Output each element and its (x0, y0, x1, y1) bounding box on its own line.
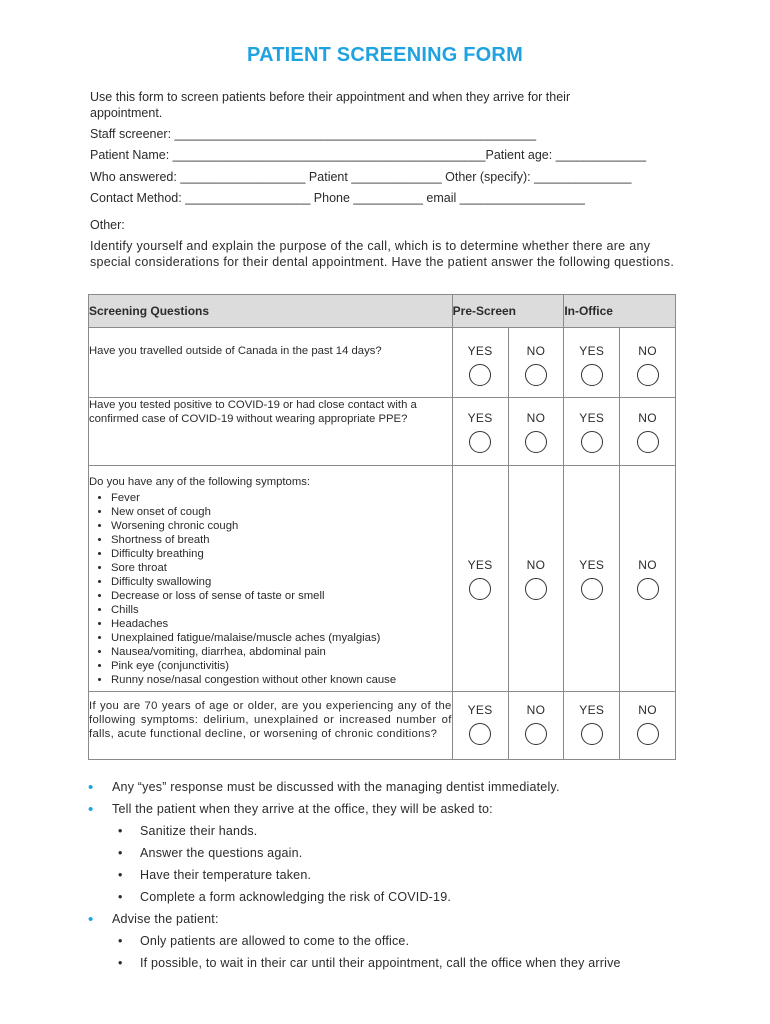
sub-item-text: Have their temperature taken. (140, 868, 312, 882)
pre-no-label: NO (526, 411, 546, 425)
office-no-label: NO (638, 557, 657, 572)
header-pre-screen: Pre-Screen (452, 295, 564, 328)
office-no-radio[interactable] (637, 431, 659, 453)
office-no-label: NO (638, 703, 657, 717)
patient-name-field[interactable]: Patient Name: _____________________________________________Patient age: _____________ (90, 148, 647, 162)
pre-no-label: NO (526, 703, 546, 717)
sub-item: • Have their temperature taken. (118, 868, 312, 882)
note-item (88, 802, 688, 817)
pre-no-label: NO (526, 344, 546, 358)
question-covid-contact: Have you tested positive to COVID-19 or had close contact with a confirmed case of COVID-19 without wearing appropriate PPE? (89, 398, 453, 466)
sub-item-text: Answer the questions again. (140, 846, 303, 860)
office-yes-label: YES (579, 703, 605, 717)
office-yes-label: YES (579, 344, 605, 358)
header-screening-questions: Screening Questions (89, 295, 453, 328)
list-item: • Difficulty swallowing (111, 575, 452, 589)
list-item: • Decrease or loss of sense of taste or smell (111, 589, 452, 603)
list-item: • Unexplained fatigue/malaise/muscle aches (myalgias) (111, 631, 452, 645)
note-text: Tell the patient when they arrive at the office, they will be asked to: (112, 802, 493, 816)
office-yes-radio[interactable] (581, 431, 603, 453)
call-instructions: Identify yourself and explain the purpose of the call, which is to determine whether there are any special considerations for their dental appointment. Have the patient answer the following questions. (90, 239, 675, 269)
symptoms-intro: Do you have any of the following symptoms: (89, 476, 311, 488)
pre-yes-radio[interactable] (469, 431, 491, 453)
bullet-icon: • (88, 801, 94, 818)
sub-item-text: Sanitize their hands. (140, 824, 258, 838)
pre-yes-radio[interactable] (469, 578, 491, 600)
bullet-icon: • (88, 779, 94, 796)
pre-yes-label: YES (467, 703, 493, 717)
table-row (89, 466, 676, 692)
table-row (89, 328, 676, 398)
pre-no-radio[interactable] (525, 364, 547, 386)
list-item: • Headaches (111, 617, 452, 631)
sub-item: • Sanitize their hands. (118, 824, 258, 838)
pre-no-radio[interactable] (525, 431, 547, 453)
symptom-list (89, 491, 452, 687)
sub-item-text: Only patients are allowed to come to the office. (140, 934, 410, 948)
sub-item: • Answer the questions again. (118, 846, 303, 860)
other-label: Other: (90, 218, 125, 232)
table-row (89, 398, 676, 466)
notes-section (88, 780, 688, 978)
header-in-office: In-Office (564, 295, 676, 328)
bullet-icon: • (88, 911, 94, 928)
intro-text: Use this form to screen patients before their appointment and when they arrive for their appointment. (90, 90, 571, 120)
pre-yes-label: YES (467, 557, 493, 572)
list-item: • Sore throat (111, 561, 452, 575)
office-no-label: NO (638, 344, 657, 358)
office-yes-radio[interactable] (581, 723, 603, 745)
question-symptoms (89, 466, 453, 692)
pre-yes-label: YES (467, 411, 493, 425)
office-yes-label: YES (579, 557, 605, 572)
office-yes-label: YES (579, 411, 605, 425)
screening-table (88, 294, 676, 760)
table-row (89, 692, 676, 760)
who-answered-field[interactable]: Who answered: __________________ Patient _____________ Other (specify): ______________ (90, 170, 632, 184)
sub-item: • Complete a form acknowledging the risk of COVID-19. (118, 890, 452, 904)
pre-no-radio[interactable] (525, 723, 547, 745)
pre-yes-label: YES (467, 344, 493, 358)
note-text: Advise the patient: (112, 912, 219, 926)
question-age-70: If you are 70 years of age or older, are you experiencing any of the following symptoms: delirium, unexplained or increased number of falls, acute functional decline, or worsening of chronic conditions? (89, 692, 453, 760)
list-item: • Difficulty breathing (111, 547, 452, 561)
sub-item: • If possible, to wait in their car until their appointment, call the office when they arrive (118, 956, 621, 970)
sub-item-text: If possible, to wait in their car until their appointment, call the office when they arrive (140, 956, 621, 970)
sub-item: • Only patients are allowed to come to the office. (118, 934, 410, 948)
list-item: • Nausea/vomiting, diarrhea, abdominal pain (111, 645, 452, 659)
list-item: • Chills (111, 603, 452, 617)
pre-no-radio[interactable] (525, 578, 547, 600)
staff-screener-field[interactable]: Staff screener: ____________________________________________________ (90, 127, 537, 141)
note-item (88, 780, 688, 795)
office-no-label: NO (638, 411, 657, 425)
office-yes-radio[interactable] (581, 364, 603, 386)
pre-no-label: NO (526, 557, 546, 572)
form-title: PATIENT SCREENING FORM (247, 44, 523, 66)
list-item: • Pink eye (conjunctivitis) (111, 659, 452, 673)
contact-method-field[interactable]: Contact Method: __________________ Phone __________ email __________________ (90, 191, 585, 205)
office-no-radio[interactable] (637, 723, 659, 745)
pre-yes-radio[interactable] (469, 364, 491, 386)
office-yes-radio[interactable] (581, 578, 603, 600)
pre-yes-radio[interactable] (469, 723, 491, 745)
question-travel: Have you travelled outside of Canada in the past 14 days? (89, 328, 453, 398)
list-item: • Worsening chronic cough (111, 519, 452, 533)
office-no-radio[interactable] (637, 578, 659, 600)
office-no-radio[interactable] (637, 364, 659, 386)
sub-item-text: Complete a form acknowledging the risk of COVID-19. (140, 890, 452, 904)
table-header-row (89, 295, 676, 328)
list-item: • Fever (111, 491, 452, 505)
note-item (88, 912, 688, 927)
list-item: • Shortness of breath (111, 533, 452, 547)
note-text: Any “yes” response must be discussed with the managing dentist immediately. (112, 780, 560, 794)
list-item: • Runny nose/nasal congestion without other known cause (111, 673, 452, 687)
list-item: • New onset of cough (111, 505, 452, 519)
